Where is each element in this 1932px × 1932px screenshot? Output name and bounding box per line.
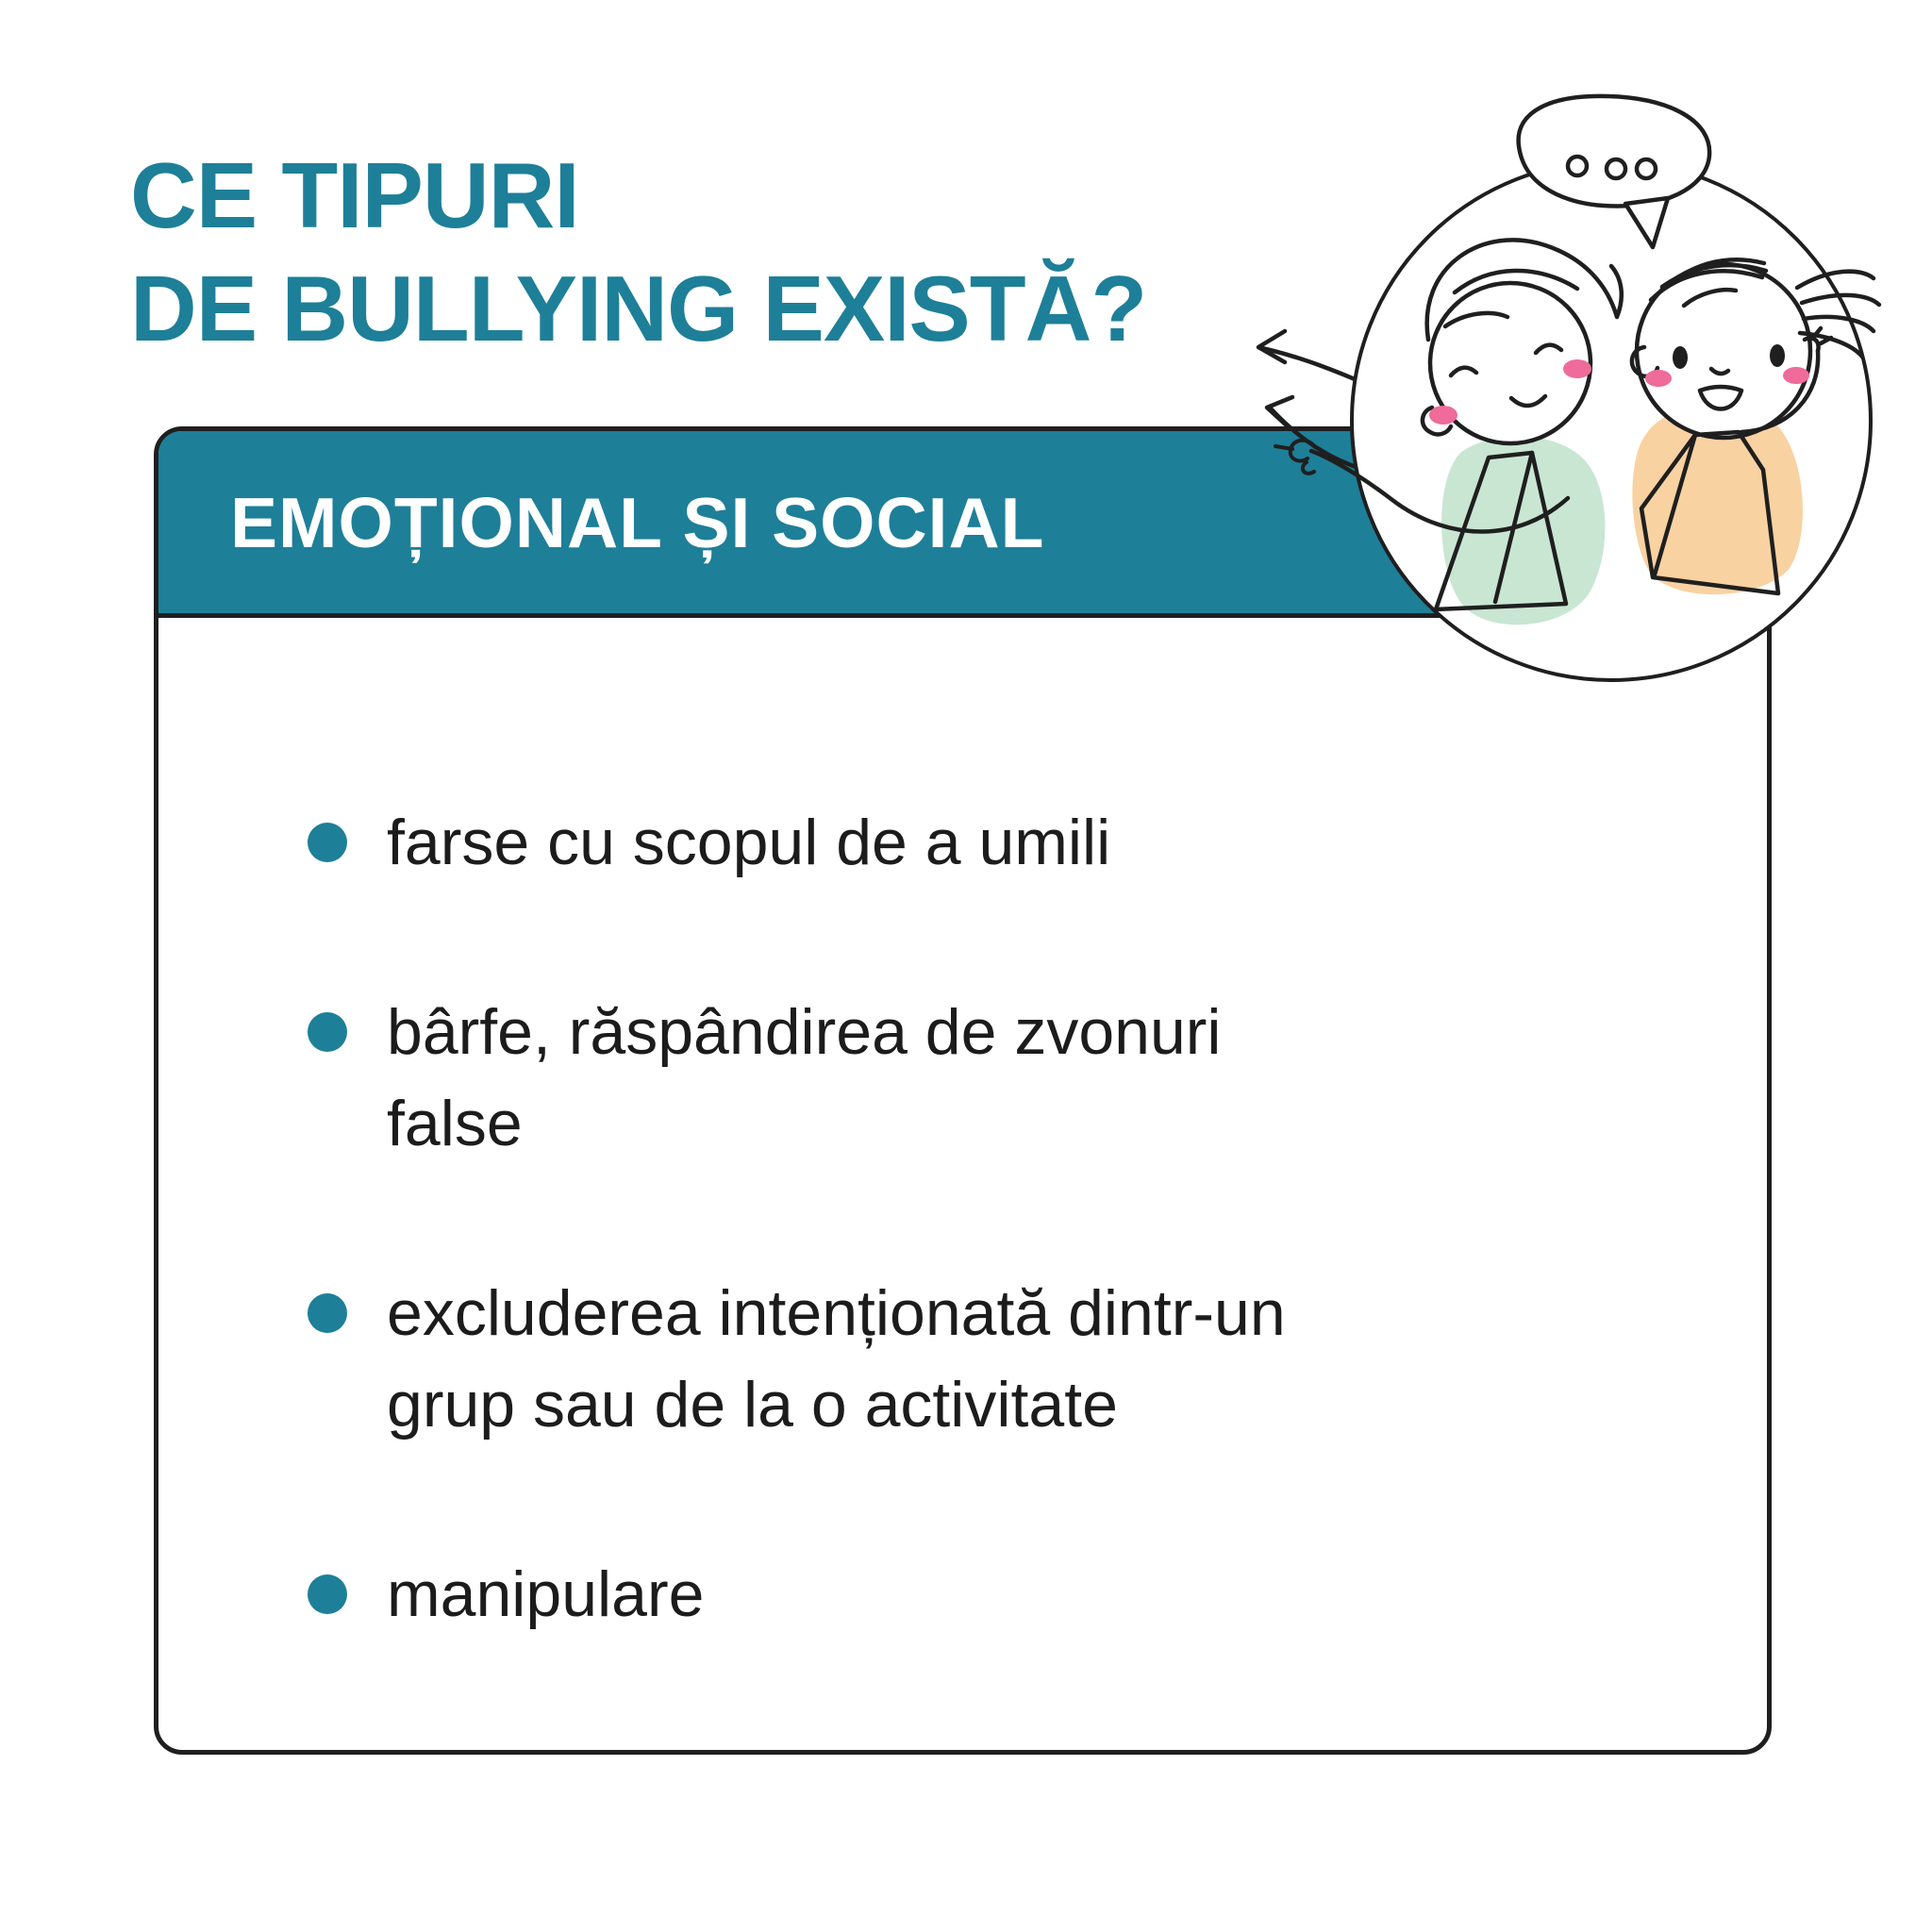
list-item bbox=[387, 1268, 1472, 1451]
list-item-text: bârfe, răspândirea de zvonuri false bbox=[387, 996, 1222, 1159]
page-title-line1: CE TIPURI bbox=[130, 143, 579, 247]
speech-bubble-dot bbox=[1607, 159, 1625, 178]
pointing-hand-icon bbox=[1275, 441, 1315, 474]
list-item-text: excluderea intenționată dintr-un grup sau de la o activitate bbox=[387, 1277, 1286, 1441]
bullet-dot bbox=[308, 1574, 347, 1614]
children-talking-illustration bbox=[1208, 57, 1906, 717]
speech-bubble-dot bbox=[1568, 157, 1587, 175]
bullet-dot bbox=[308, 1293, 347, 1333]
bullet-list bbox=[158, 618, 1767, 1641]
girl-cheek bbox=[1645, 370, 1672, 387]
page-title-line2: DE BULLYING EXISTĂ? bbox=[130, 256, 1147, 360]
speech-bubble-dot bbox=[1637, 159, 1656, 178]
list-item-text: manipulare bbox=[387, 1558, 705, 1630]
illustration-circle bbox=[1352, 161, 1871, 680]
bullet-dot bbox=[308, 1012, 347, 1052]
boy-cheek bbox=[1563, 359, 1591, 378]
list-item bbox=[387, 797, 1472, 889]
card-header-title: EMOȚIONAL ȘI SOCIAL bbox=[230, 482, 1045, 562]
girl-eye-left bbox=[1673, 346, 1688, 369]
boy-cheek bbox=[1429, 406, 1457, 425]
girl-cheek bbox=[1783, 367, 1809, 384]
list-item bbox=[387, 987, 1472, 1170]
girl-eye-right bbox=[1770, 344, 1785, 367]
list-item-text: farse cu scopul de a umili bbox=[387, 807, 1111, 878]
page-title bbox=[130, 140, 1146, 365]
list-item bbox=[387, 1549, 1472, 1641]
left-arrow-icon bbox=[1258, 331, 1368, 385]
bullet-dot bbox=[308, 823, 347, 862]
